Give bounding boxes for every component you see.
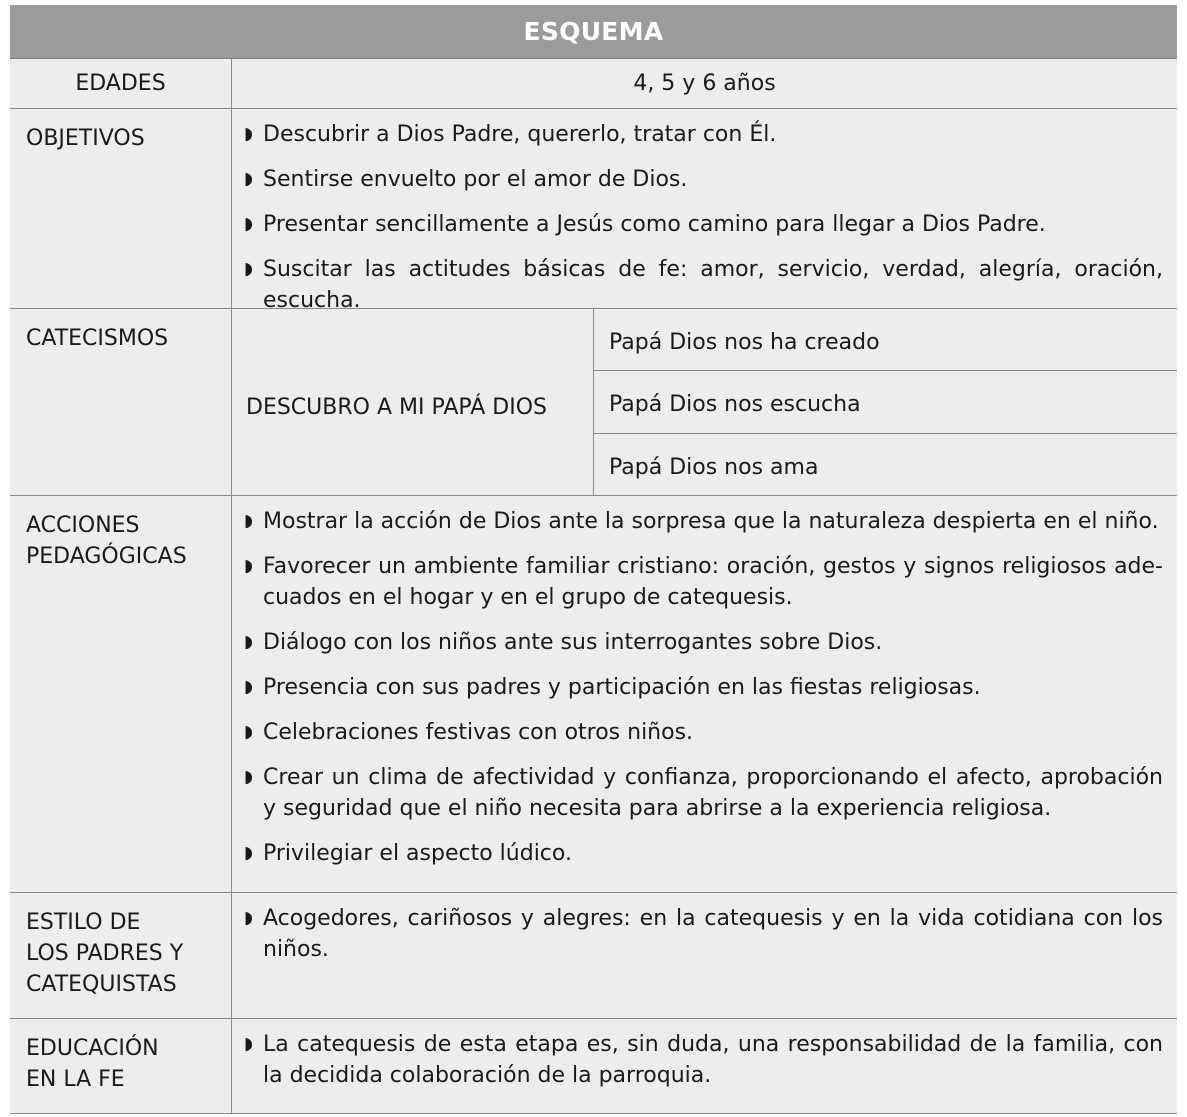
row-objetivos xyxy=(10,109,1177,313)
half-circle-bullet-icon: ◗ xyxy=(244,169,253,189)
value-edades: 4, 5 y 6 años xyxy=(633,71,776,96)
list-item: ◗ Acogedores, cariñosos y alegres: en la catequesis y en la vida cotidiana con los niños. xyxy=(244,903,1163,965)
label-catecismos: CATECISMOS xyxy=(10,309,232,495)
half-circle-bullet-icon: ◗ xyxy=(244,214,253,234)
half-circle-bullet-icon: ◗ xyxy=(244,677,253,697)
list-item: ◗ Sentirse envuelto por el amor de Dios. xyxy=(244,164,1163,195)
list-item: ◗ La catequesis de esta etapa es, sin duda, una responsabilidad de la familia, con la decidida colaboración de la parroquia. xyxy=(244,1029,1163,1091)
half-circle-bullet-icon: ◗ xyxy=(244,1034,253,1054)
list-item: ◗ Presentar sencillamente a Jesús como camino para llegar a Dios Padre. xyxy=(244,209,1163,240)
catecismo-title: DESCUBRO A MI PAPÁ DIOS xyxy=(232,309,594,495)
half-circle-bullet-icon: ◗ xyxy=(244,259,253,279)
half-circle-bullet-icon: ◗ xyxy=(244,632,253,652)
label-objetivos: OBJETIVOS xyxy=(10,109,232,308)
list-item: ◗ Descubrir a Dios Padre, quererlo, tratar con Él. xyxy=(244,119,1163,150)
row-edades xyxy=(10,59,1177,109)
half-circle-bullet-icon: ◗ xyxy=(244,722,253,742)
list-item: ◗ Privilegiar el aspecto lúdico. xyxy=(244,838,1163,869)
catecismo-item: Papá Dios nos ama xyxy=(609,454,819,480)
list-item: ◗ Crear un clima de afectividad y confianza, proporcionando el afecto, aprobación y seguridad que el niño necesita para abrirse a la experiencia religiosa. xyxy=(244,762,1163,824)
label-educacion: EDUCACIÓN EN LA FE xyxy=(10,1019,232,1113)
half-circle-bullet-icon: ◗ xyxy=(244,843,253,863)
half-circle-bullet-icon: ◗ xyxy=(244,767,253,787)
half-circle-bullet-icon: ◗ xyxy=(244,908,253,928)
list-item: ◗ Mostrar la acción de Dios ante la sorpresa que la naturaleza despierta en el niño. xyxy=(244,506,1163,537)
half-circle-bullet-icon: ◗ xyxy=(244,511,253,531)
table-title: ESQUEMA xyxy=(10,5,1177,59)
catecismo-list xyxy=(594,309,1177,495)
catecismo-item: Papá Dios nos ha creado xyxy=(594,309,1177,371)
list-item: ◗ Suscitar las actitudes básicas de fe: amor, servicio, verdad, alegría, oración, escucha. xyxy=(244,254,1163,316)
list-item: ◗ Diálogo con los niños ante sus interrogantes sobre Dios. xyxy=(244,627,1163,658)
label-acciones: ACCIONES PEDAGÓGICAS xyxy=(10,496,232,892)
row-catecismos xyxy=(10,309,1177,496)
estilo-list xyxy=(232,893,1177,965)
row-educacion xyxy=(10,1019,1177,1114)
list-item: ◗ Celebraciones festivas con otros niños. xyxy=(244,717,1163,748)
objetivos-list xyxy=(232,109,1177,316)
schema-table xyxy=(10,5,1177,1114)
list-item: ◗ Presencia con sus padres y participación en las fiestas religiosas. xyxy=(244,672,1163,703)
acciones-list xyxy=(232,496,1177,869)
row-estilo xyxy=(10,893,1177,1019)
educacion-list xyxy=(232,1019,1177,1091)
half-circle-bullet-icon: ◗ xyxy=(244,556,253,576)
catecismo-item: Papá Dios nos escucha xyxy=(594,371,1177,433)
label-estilo: ESTILO DE LOS PADRES Y CATEQUISTAS xyxy=(10,893,232,1018)
label-edades: EDADES xyxy=(10,59,232,108)
row-acciones xyxy=(10,496,1177,893)
half-circle-bullet-icon: ◗ xyxy=(244,124,253,144)
list-item: ◗ Favorecer un ambiente familiar cristiano: oración, gestos y signos religiosos ade-cuados en el hogar y en el grupo de catequesis. xyxy=(244,551,1163,613)
